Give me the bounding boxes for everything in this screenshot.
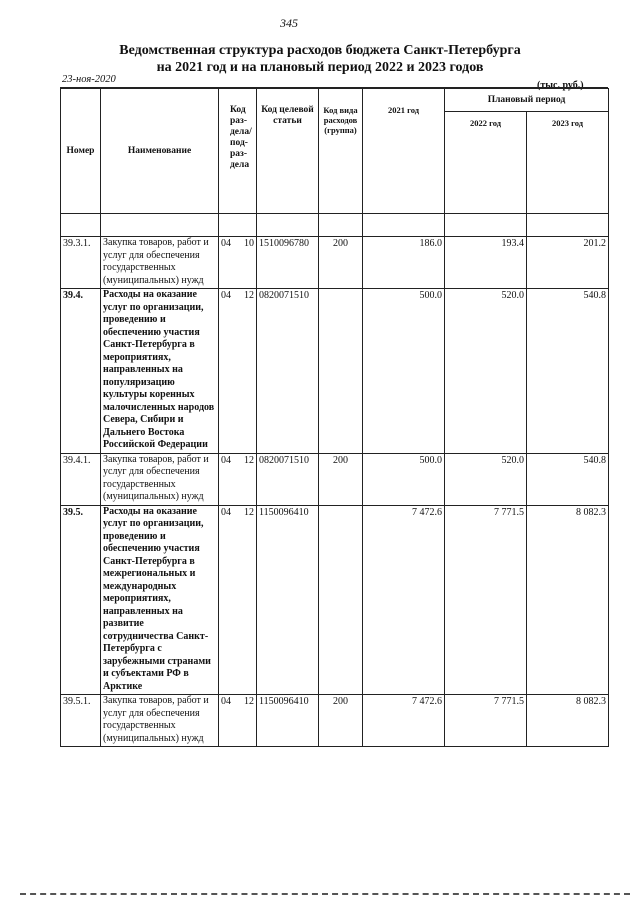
header-year-2022: 2022 год bbox=[445, 112, 527, 214]
table-row bbox=[61, 289, 609, 454]
page-number: 345 bbox=[280, 16, 298, 30]
row-article: 0820071510 bbox=[257, 453, 319, 505]
row-2022: 520.0 bbox=[445, 289, 527, 454]
row-number: 39.5.1. bbox=[61, 695, 101, 747]
page-bottom-edge bbox=[20, 893, 630, 897]
row-2022: 7 771.5 bbox=[445, 695, 527, 747]
header-planned-period: Плановый период bbox=[445, 89, 609, 112]
row-subsection: 12 bbox=[241, 453, 257, 505]
row-article: 1150096410 bbox=[257, 695, 319, 747]
table-row bbox=[61, 695, 609, 747]
header-number: Номер bbox=[61, 89, 101, 214]
table-body bbox=[61, 214, 609, 747]
document-title bbox=[110, 42, 530, 76]
row-kind bbox=[319, 289, 363, 454]
table-row bbox=[61, 505, 609, 695]
row-name: Расходы на оказание услуг по организации, проведению и обеспечению участия Санкт-Петербурга в мероприятиях, направленных на популяризацию культуры коренных малочисленных народов Севера, Сибири и Дальнего Востока Российской Федерации bbox=[101, 289, 219, 454]
row-2022: 520.0 bbox=[445, 453, 527, 505]
row-2021: 186.0 bbox=[363, 237, 445, 289]
row-kind: 200 bbox=[319, 453, 363, 505]
header-year-2023: 2023 год bbox=[527, 112, 609, 214]
row-2021: 7 472.6 bbox=[363, 505, 445, 695]
row-number: 39.5. bbox=[61, 505, 101, 695]
row-number: 39.3.1. bbox=[61, 237, 101, 289]
budget-table bbox=[60, 88, 609, 747]
header-name: Наименование bbox=[101, 89, 219, 214]
row-subsection: 10 bbox=[241, 237, 257, 289]
row-section: 04 bbox=[219, 289, 241, 454]
row-2023: 540.8 bbox=[527, 289, 609, 454]
row-2022: 193.4 bbox=[445, 237, 527, 289]
row-number: 39.4.1. bbox=[61, 453, 101, 505]
row-name: Расходы на оказание услуг по организации, проведению и обеспечению участия Санкт-Петербурга в межрегиональных и международных мероприятиях, направленных на развитие сотрудничества Санкт-Петербурга с зарубежными странами и субъектами РФ в Арктике bbox=[101, 505, 219, 695]
row-kind: 200 bbox=[319, 237, 363, 289]
row-article: 1150096410 bbox=[257, 505, 319, 695]
row-name: Закупка товаров, работ и услуг для обеспечения государственных (муниципальных) нужд bbox=[101, 237, 219, 289]
spacer-row bbox=[61, 214, 609, 237]
row-section: 04 bbox=[219, 695, 241, 747]
title-line-2: на 2021 год и на плановый период 2022 и 2023 годов bbox=[156, 60, 484, 75]
row-2021: 7 472.6 bbox=[363, 695, 445, 747]
table-row bbox=[61, 453, 609, 505]
row-subsection: 12 bbox=[241, 289, 257, 454]
document-date: 23-ноя-2020 bbox=[62, 74, 116, 85]
row-section: 04 bbox=[219, 453, 241, 505]
row-name: Закупка товаров, работ и услуг для обеспечения государственных (муниципальных) нужд bbox=[101, 695, 219, 747]
row-2023: 201.2 bbox=[527, 237, 609, 289]
table-row bbox=[61, 237, 609, 289]
row-2023: 8 082.3 bbox=[527, 695, 609, 747]
row-kind bbox=[319, 505, 363, 695]
header-section-code: Код раз-дела/ под-раз-дела bbox=[219, 89, 257, 214]
row-2023: 540.8 bbox=[527, 453, 609, 505]
row-subsection: 12 bbox=[241, 505, 257, 695]
row-number: 39.4. bbox=[61, 289, 101, 454]
row-article: 0820071510 bbox=[257, 289, 319, 454]
header-expense-kind: Код вида расходов (группа) bbox=[319, 89, 363, 214]
row-kind: 200 bbox=[319, 695, 363, 747]
row-name: Закупка товаров, работ и услуг для обеспечения государственных (муниципальных) нужд bbox=[101, 453, 219, 505]
row-2023: 8 082.3 bbox=[527, 505, 609, 695]
row-2021: 500.0 bbox=[363, 453, 445, 505]
row-subsection: 12 bbox=[241, 695, 257, 747]
header-article-code: Код целевой статьи bbox=[257, 89, 319, 214]
row-section: 04 bbox=[219, 237, 241, 289]
row-article: 1510096780 bbox=[257, 237, 319, 289]
row-section: 04 bbox=[219, 505, 241, 695]
table-header bbox=[61, 89, 609, 214]
row-2022: 7 771.5 bbox=[445, 505, 527, 695]
row-2021: 500.0 bbox=[363, 289, 445, 454]
title-line-1: Ведомственная структура расходов бюджета Санкт-Петербурга bbox=[119, 43, 521, 58]
units-label: (тыс. руб.) bbox=[537, 80, 584, 91]
header-year-2021: 2021 год bbox=[363, 89, 445, 214]
